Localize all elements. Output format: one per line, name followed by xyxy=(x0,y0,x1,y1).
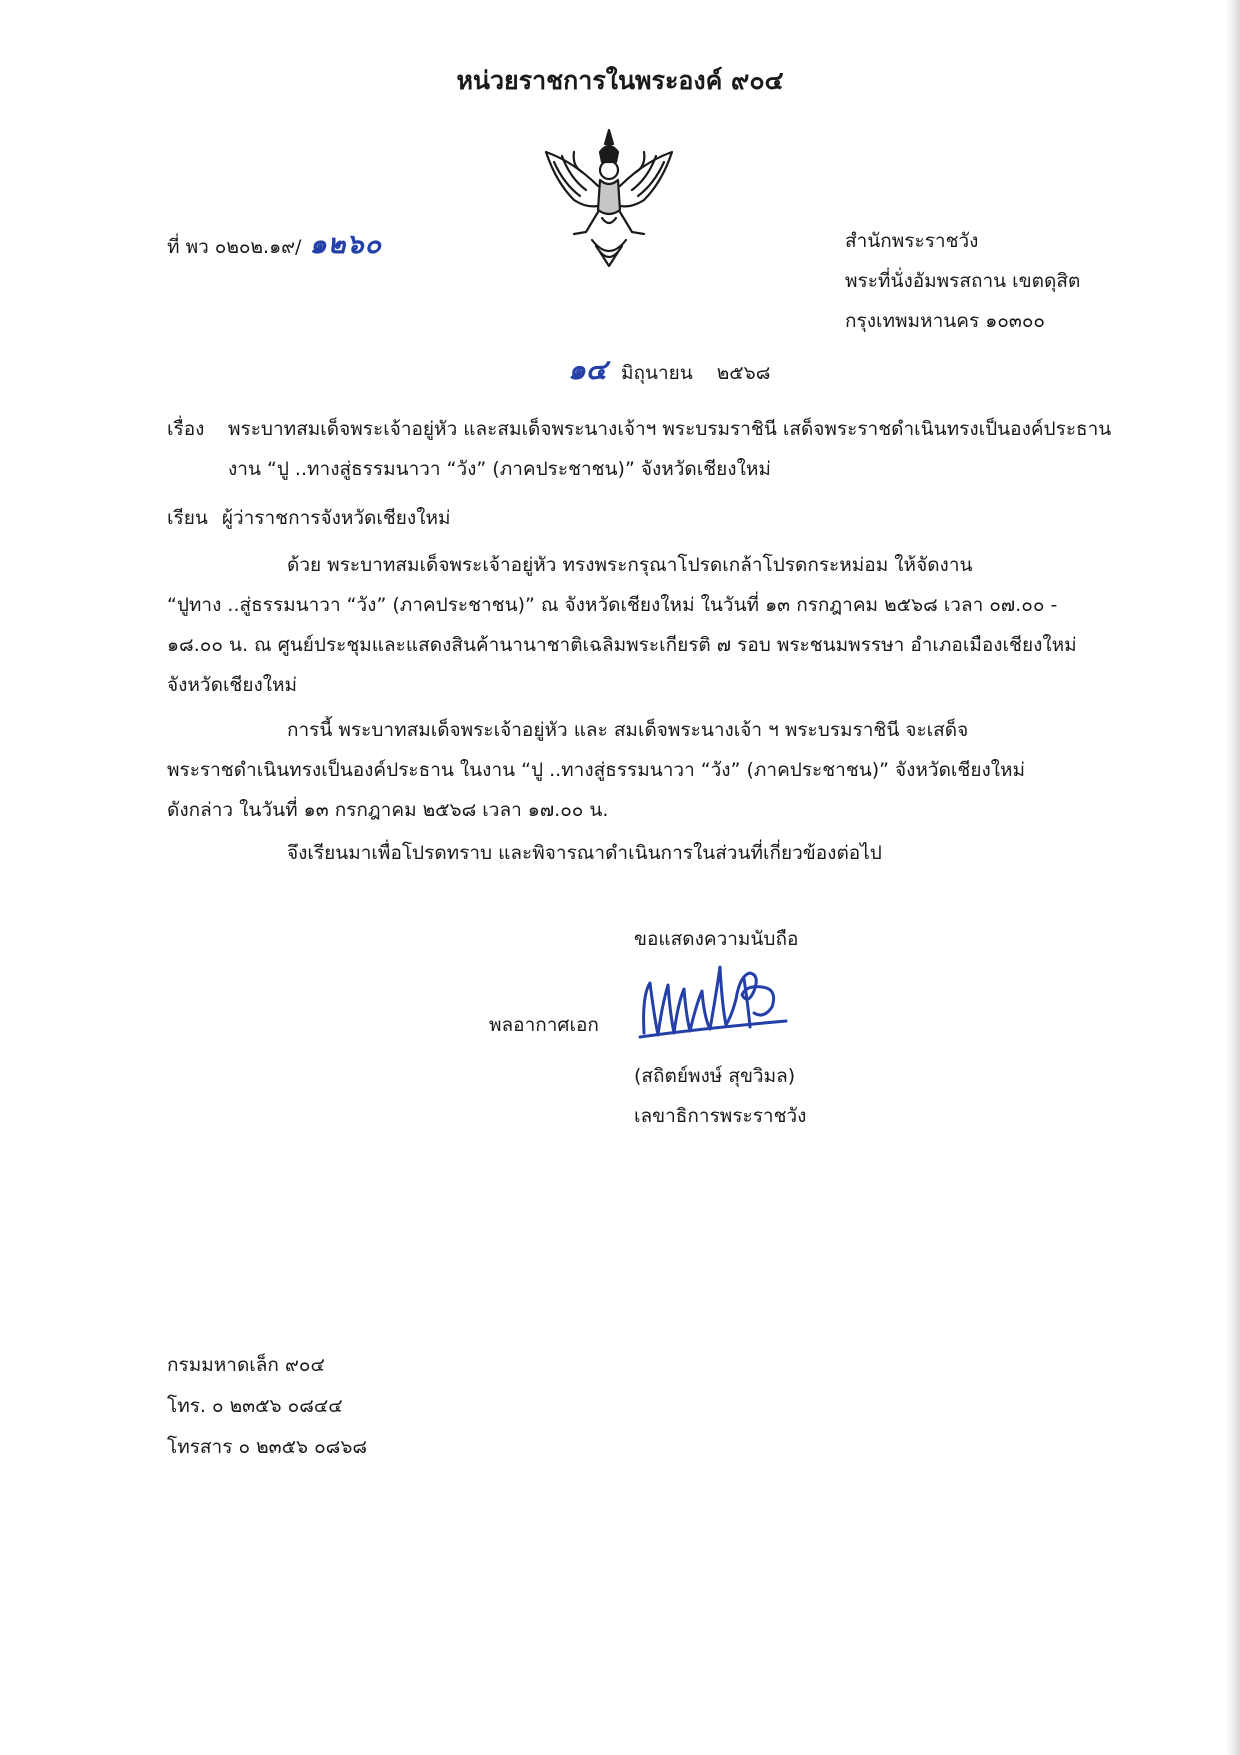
paragraph-line: ด้วย พระบาทสมเด็จพระเจ้าอยู่หัว ทรงพระกรุณาโปรดเกล้าโปรดกระหม่อม ให้จัดงาน xyxy=(287,554,973,576)
closing-sentence: จึงเรียนมาเพื่อโปรดทราบ และพิจารณาดำเนินการในส่วนที่เกี่ยวข้องต่อไป xyxy=(287,842,882,864)
sender-address-line: สำนักพระราชวัง xyxy=(845,230,979,252)
recipient-label: เรียน xyxy=(167,507,208,529)
sender-address-line: กรุงเทพมหานคร ๑๐๓๐๐ xyxy=(845,310,1046,332)
footer-phone: โทร. ๐ ๒๓๕๖ ๐๘๔๔ xyxy=(167,1395,343,1417)
paragraph-line: พระราชดำเนินทรงเป็นองค์ประธาน ในงาน “ปู ..ทางสู่ธรรมนาวา “วัง” (ภาคประชาชน)” จังหวัดเชียงใหม่ xyxy=(167,759,1026,781)
signer-rank: พลอากาศเอก xyxy=(489,1014,599,1036)
garuda-emblem-icon xyxy=(534,122,684,272)
reference-line xyxy=(167,229,383,260)
date-day: ๑๔ xyxy=(568,353,607,386)
body-paragraph-2 xyxy=(167,710,1112,830)
paragraph-line: จังหวัดเชียงใหม่ xyxy=(167,674,298,696)
date-year: ๒๕๖๘ xyxy=(716,362,771,384)
paragraph-line: การนี้ พระบาทสมเด็จพระเจ้าอยู่หัว และ สมเด็จพระนางเจ้า ฯ พระบรมราชินี จะเสด็จ xyxy=(287,719,969,741)
handwritten-signature xyxy=(636,955,796,1045)
footer-fax: โทรสาร ๐ ๒๓๕๖ ๐๘๖๘ xyxy=(167,1436,368,1458)
sender-address-line: พระที่นั่งอัมพรสถาน เขตดุสิต xyxy=(845,270,1081,292)
subject-line: พระบาทสมเด็จพระเจ้าอยู่หัว และสมเด็จพระนางเจ้าฯ พระบรมราชินี เสด็จพระราชดำเนินทรงเป็นองค์ประธาน xyxy=(228,418,1112,440)
paragraph-line: “ปูทาง ..สู่ธรรมนาวา “วัง” (ภาคประชาชน)” ณ จังหวัดเชียงใหม่ ในวันที่ ๑๓ กรกฎาคม ๒๕๖๘ เวลา ๐๗.๐๐ - xyxy=(167,594,1058,616)
signer-name: (สถิตย์พงษ์ สุขวิมล) xyxy=(634,1065,796,1087)
recipient-value: ผู้ว่าราชการจังหวัดเชียงใหม่ xyxy=(221,507,451,529)
regards-text: ขอแสดงความนับถือ xyxy=(634,928,799,950)
recipient-line xyxy=(167,505,451,531)
letter-date xyxy=(568,353,771,386)
reference-label: ที่ พว ๐๒๐๒.๑๙/ xyxy=(167,236,302,258)
body-paragraph-1 xyxy=(167,545,1112,705)
date-month: มิถุนายน xyxy=(620,362,693,384)
subject-line: งาน “ปู ..ทางสู่ธรรมนาวา “วัง” (ภาคประชาชน)” จังหวัดเชียงใหม่ xyxy=(228,458,771,480)
footer-department: กรมมหาดเล็ก ๙๐๔ xyxy=(167,1354,325,1376)
paragraph-line: ๑๘.๐๐ น. ณ ศูนย์ประชุมและแสดงสินค้านานาชาติเฉลิมพระเกียรติ ๗ รอบ พระชนมพรรษา อำเภอเมืองเชียงใหม่ xyxy=(167,634,1077,656)
subject-label: เรื่อง xyxy=(167,418,205,440)
letterhead-title: หน่วยราชการในพระองค์ ๙๐๔ xyxy=(456,66,784,95)
paragraph-line: ดังกล่าว ในวันที่ ๑๓ กรกฎาคม ๒๕๖๘ เวลา ๑๗.๐๐ น. xyxy=(167,799,609,821)
signer-position: เลขาธิการพระราชวัง xyxy=(634,1105,807,1127)
scan-edge xyxy=(1226,0,1240,1755)
reference-number: ๑๒๖๐ xyxy=(309,229,383,260)
